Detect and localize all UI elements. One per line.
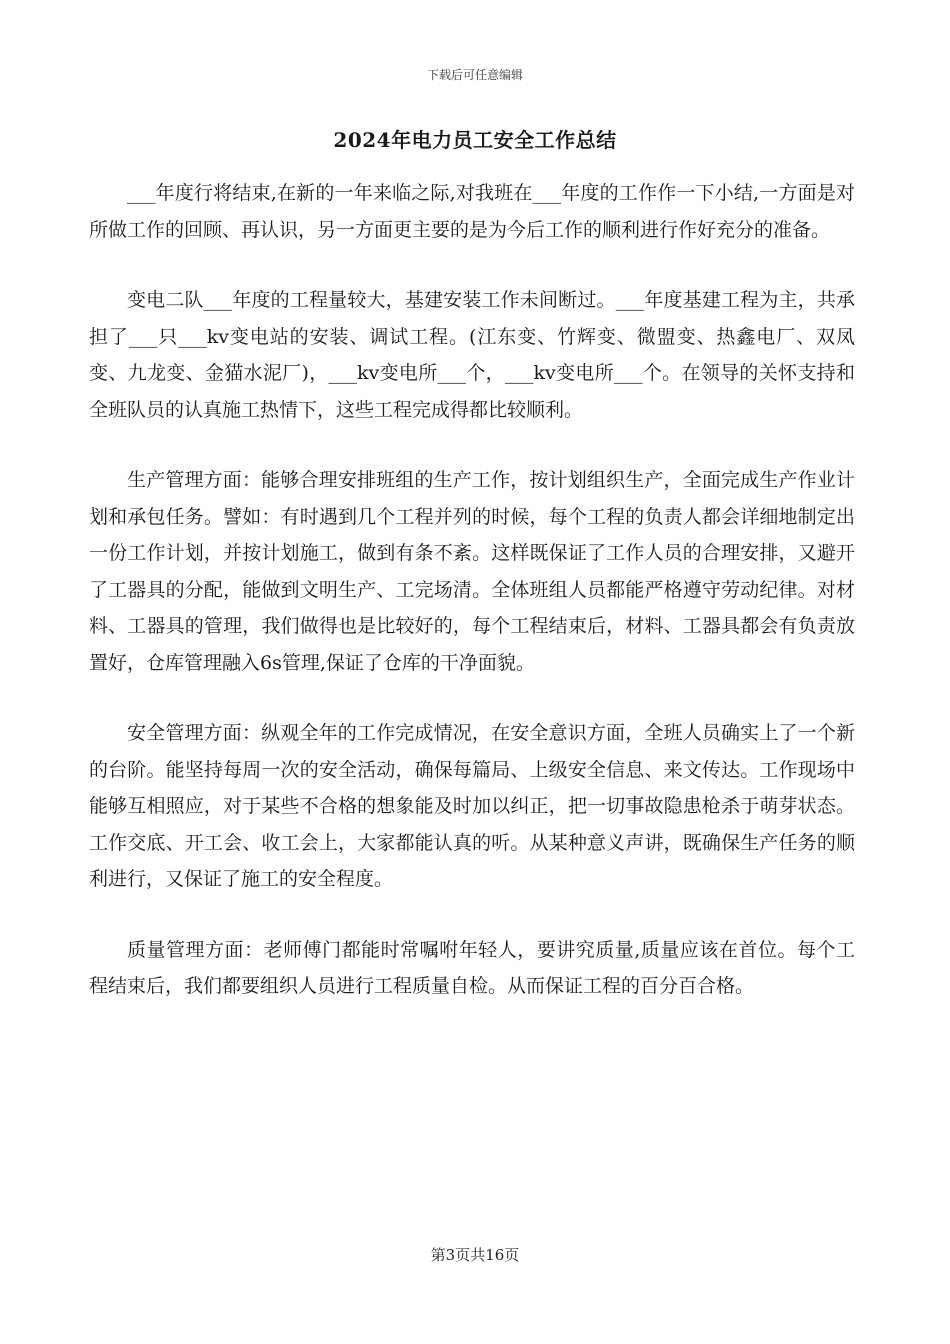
- page-number-footer: 第3页共16页: [430, 1246, 520, 1264]
- paragraph-production-management: 生产管理方面：能够合理安排班组的生产工作，按计划组织生产，全面完成生产作业计划和承包任务。譬如：有时遇到几个工程并列的时候，每个工程的负责人都会详细地制定出一份工作计划，并按计划施工，做到有条不紊。这样既保证了工作人员的合理安排，又避开了工器具的分配，能做到文明生产、工完场清。全体班组人员都能严格遵守劳动纪律。对材料、工器具的管理，我们做得也是比较好的，每个工程结束后，材料、工器具都会有负责放置好，仓库管理融入6s管理,保证了仓库的干净面貌。: [89, 469, 855, 674]
- document-body: [89, 175, 855, 1039]
- paragraph-safety-management: 安全管理方面：纵观全年的工作完成情况，在安全意识方面，全班人员确实上了一个新的台阶。能坚持每周一次的安全活动，确保每篇局、上级安全信息、来文传达。工作现场中能够互相照应，对于某些不合格的想象能及时加以纠正，把一切事故隐患枪杀于萌芽状态。工作交底、开工会、收工会上，大家都能认真的听。从某种意义声讲，既确保生产任务的顺利进行，又保证了施工的安全程度。: [89, 722, 855, 890]
- paragraph-quality-management: 质量管理方面：老师傅门都能时常嘱咐年轻人，要讲究质量,质量应该在首位。每个工程结束后，我们都要组织人员进行工程质量自检。从而保证工程的百分百合格。: [89, 938, 855, 997]
- paragraph-intro: ___年度行将结束,在新的一年来临之际,对我班在___年度的工作作一下小结,一方面是对所做工作的回顾、再认识，另一方面更主要的是为今后工作的顺利进行作好充分的准备。: [89, 182, 855, 241]
- header-note: 下载后可任意编辑: [426, 68, 523, 82]
- document-title: 2024年电力员工安全工作总结: [333, 128, 617, 152]
- paragraph-workload: 变电二队___年度的工程量较大，基建安装工作未间断过。___年度基建工程为主，共承担了___只___kv变电站的安装、调试工程。(江东变、竹辉变、微盟变、热鑫电厂、双凤变、九龙变、金猫水泥厂)，___kv变电所___个，___kv变电所___个。在领导的关怀支持和全班队员的认真施工热情下，这些工程完成得都比较顺利。: [89, 289, 855, 421]
